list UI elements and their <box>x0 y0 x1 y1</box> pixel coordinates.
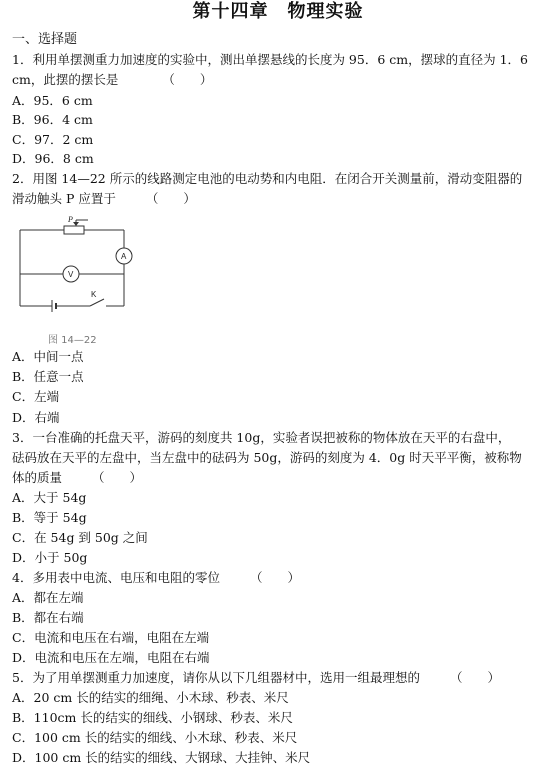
chapter-title: 第十四章 物理实验 <box>192 1 364 22</box>
question-4-text: 4．多用表中电流、电压和电阻的零位 <box>12 570 220 585</box>
answer-paren: （ ） <box>145 191 196 206</box>
answer-paren: （ ） <box>162 72 213 87</box>
question-5-text: 5．为了用单摆测重力加速度，请你从以下几组器材中，选用一组最理想的 <box>12 670 420 685</box>
figure-caption: 图 14—22 <box>48 335 97 346</box>
option-3c: C．在 54g 到 50g 之间 <box>12 530 148 545</box>
section-heading: 一、选择题 <box>12 32 78 47</box>
question-3-line-2: 砝码放在天平的左盘中，当左盘中的砝码为 50g，游码的刻度为 4．0g 时天平平衡，被称物 <box>12 450 522 465</box>
question-3-line-3 <box>12 469 142 486</box>
option-4c: C．电流和电压在右端，电阻在左端 <box>12 630 210 645</box>
answer-paren: （ ） <box>92 470 143 485</box>
option-3b: B．等于 54g <box>12 510 87 525</box>
circuit-diagram <box>14 214 134 346</box>
label-k: K <box>91 290 97 299</box>
option-1b: B．96．4 cm <box>12 112 93 127</box>
option-4d: D．电流和电压在左端，电阻在右端 <box>12 650 210 665</box>
option-1c: C．97．2 cm <box>12 132 94 147</box>
question-2-text-end: 滑动触头 P 应置于 <box>12 191 116 206</box>
label-p: P <box>68 215 73 224</box>
option-5c: C．100 cm 长的结实的细线、小木球、秒表、米尺 <box>12 730 298 745</box>
question-5-line-1 <box>12 669 500 686</box>
question-2-line-1: 2．用图 14—22 所示的线路测定电池的电动势和内电阻．在闭合开关测量前，滑动变阻器的 <box>12 171 523 186</box>
option-3d: D．小于 50g <box>12 550 88 565</box>
option-2c: C．左端 <box>12 389 60 404</box>
question-3-text-end: 体的质量 <box>12 470 63 485</box>
option-5b: B．110cm 长的结实的细线、小钢球、秒表、米尺 <box>12 710 293 725</box>
option-4a: A．都在左端 <box>12 590 84 605</box>
question-3-line-1: 3．一台准确的托盘天平，游码的刻度共 10g，实验者误把被称的物体放在天平的右盘中， <box>12 430 511 445</box>
option-2b: B．任意一点 <box>12 369 84 384</box>
question-1-text-end: cm，此摆的摆长是 <box>12 72 119 87</box>
question-4-line-1 <box>12 569 300 586</box>
option-5d: D．100 cm 长的结实的细线、大钢球、大挂钟、米尺 <box>12 750 311 765</box>
question-2-line-2 <box>12 190 196 207</box>
option-3a: A．大于 54g <box>12 490 87 505</box>
option-1d: D．96．8 cm <box>12 151 94 166</box>
answer-paren: （ ） <box>249 570 300 585</box>
option-1a: A．95．6 cm <box>12 93 93 108</box>
label-a: A <box>121 252 127 261</box>
option-5a: A．20 cm 长的结实的细绳、小木球、秒表、米尺 <box>12 690 289 705</box>
question-1-line-1: 1．利用单摆测重力加速度的实验中，测出单摆悬线的长度为 95．6 cm，摆球的直径为 1．6 <box>12 52 528 67</box>
option-4b: B．都在右端 <box>12 610 84 625</box>
label-v: V <box>68 270 74 279</box>
option-2a: A．中间一点 <box>12 349 84 364</box>
question-1-line-2 <box>12 71 212 88</box>
option-2d: D．右端 <box>12 410 60 425</box>
answer-paren: （ ） <box>449 670 500 685</box>
